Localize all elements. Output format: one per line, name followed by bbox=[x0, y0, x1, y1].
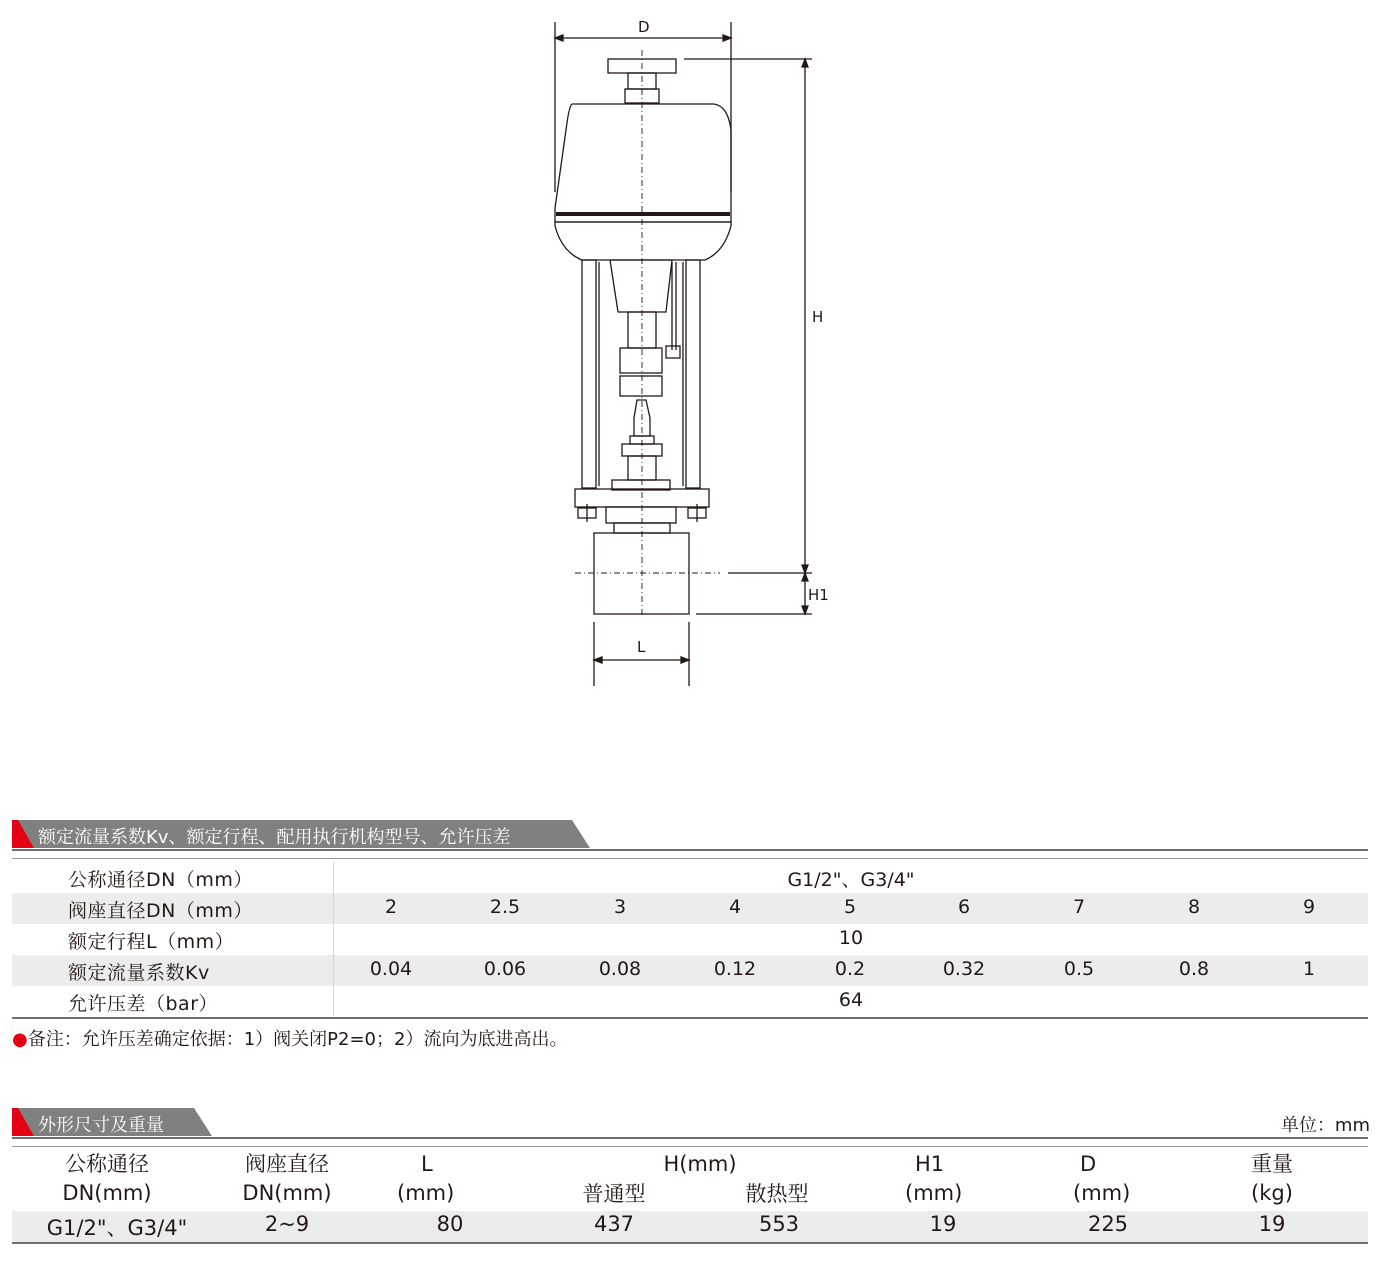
label-column-divider bbox=[333, 862, 334, 1016]
section1-top-rule bbox=[12, 849, 1368, 851]
cell-weight: 19 bbox=[1258, 1212, 1286, 1236]
dim-d-label: D bbox=[638, 18, 650, 36]
row-label: 公称通径DN（mm） bbox=[68, 869, 253, 891]
table-row-seat-diameter bbox=[12, 893, 1368, 924]
header-h-cooling: 散热型 bbox=[745, 1182, 809, 1206]
table-cell: 1 bbox=[1302, 958, 1316, 980]
section1-top-rule-inner bbox=[12, 858, 1368, 859]
section2-bottom-rule bbox=[12, 1242, 1368, 1244]
table-cell: 0.12 bbox=[713, 958, 757, 980]
section1-title: 额定流量系数Kv、额定行程、配用执行机构型号、允许压差 bbox=[38, 827, 511, 848]
cell-h1: 19 bbox=[929, 1212, 957, 1236]
section2-top-rule bbox=[12, 1137, 1368, 1139]
table-cell: 0.2 bbox=[834, 958, 866, 980]
row-value: 64 bbox=[838, 989, 864, 1011]
table-cell: 2.5 bbox=[489, 896, 521, 918]
header-d: D (mm) bbox=[1073, 1152, 1131, 1205]
table-cell: 0.8 bbox=[1178, 958, 1210, 980]
section2-title: 外形尺寸及重量 bbox=[38, 1115, 164, 1136]
cell-dn: G1/2"、G3/4" bbox=[46, 1216, 188, 1240]
table-cell: 8 bbox=[1187, 896, 1201, 918]
header-l: L (mm) bbox=[397, 1152, 455, 1205]
header-seat-diameter: 阀座直径 DN(mm) bbox=[242, 1152, 332, 1205]
table-row-dn bbox=[12, 862, 1368, 893]
row-label: 额定流量系数Kv bbox=[68, 962, 210, 984]
table-cell: 0.5 bbox=[1063, 958, 1095, 980]
table-cell: 6 bbox=[957, 896, 971, 918]
table-row-stroke bbox=[12, 924, 1368, 955]
cell-l: 80 bbox=[436, 1212, 464, 1236]
dim-l-label: L bbox=[637, 638, 646, 656]
section2-top-rule-inner bbox=[12, 1146, 1368, 1147]
table-cell: 2 bbox=[384, 896, 398, 918]
cell-d: 225 bbox=[1087, 1212, 1129, 1236]
row-label: 阀座直径DN（mm） bbox=[68, 900, 253, 922]
table-row-dimensions bbox=[12, 1211, 1368, 1242]
header-h1: H1 (mm) bbox=[905, 1152, 963, 1205]
row-label: 额定行程L（mm） bbox=[68, 931, 235, 953]
header-h-normal: 普通型 bbox=[582, 1182, 646, 1206]
table-cell: 0.08 bbox=[598, 958, 642, 980]
cell-h-cooling: 553 bbox=[758, 1212, 800, 1236]
cell-h-normal: 437 bbox=[593, 1212, 635, 1236]
dim-h1-label: H1 bbox=[808, 586, 829, 604]
cell-seat: 2~9 bbox=[264, 1212, 310, 1236]
table-cell: 9 bbox=[1302, 896, 1316, 918]
row-value: 10 bbox=[838, 927, 864, 949]
header-h: H(mm) bbox=[663, 1152, 737, 1176]
table-row-kv bbox=[12, 955, 1368, 986]
bullet-icon: ● bbox=[12, 1029, 28, 1050]
table-row-pressure bbox=[12, 986, 1368, 1017]
header-dn: 公称通径 DN(mm) bbox=[62, 1152, 152, 1205]
dim-h-label: H bbox=[812, 308, 824, 326]
table-cell: 0.04 bbox=[369, 958, 413, 980]
table-cell: 0.32 bbox=[942, 958, 986, 980]
header-weight: 重量 (kg) bbox=[1251, 1152, 1293, 1205]
table-cell: 3 bbox=[613, 896, 627, 918]
row-value: G1/2"、G3/4" bbox=[787, 869, 915, 891]
table-cell: 0.06 bbox=[483, 958, 527, 980]
footnote bbox=[12, 1025, 567, 1051]
table-cell: 7 bbox=[1072, 896, 1086, 918]
table-cell: 5 bbox=[843, 896, 857, 918]
unit-label: 单位：mm bbox=[1280, 1115, 1370, 1136]
row-label: 允许压差（bar） bbox=[68, 993, 219, 1015]
footnote-text: 备注：允许压差确定依据：1）阀关闭P2=0；2）流向为底进高出。 bbox=[27, 1029, 568, 1050]
table-cell: 4 bbox=[728, 896, 742, 918]
section1-bottom-rule bbox=[12, 1017, 1368, 1019]
